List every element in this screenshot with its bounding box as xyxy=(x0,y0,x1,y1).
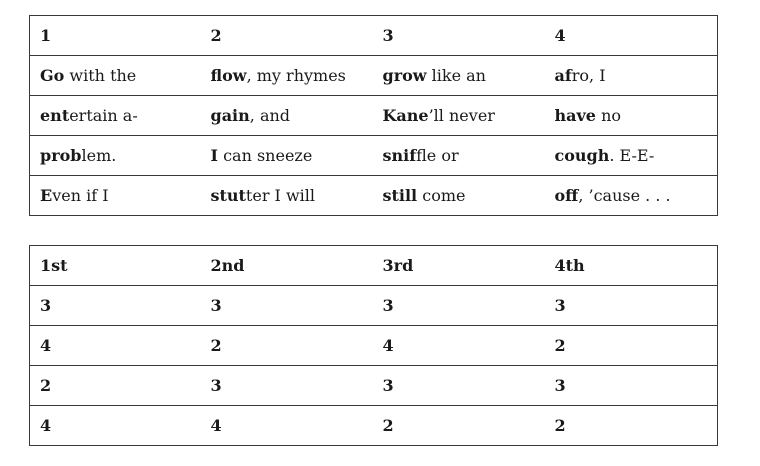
lyrics-header-row xyxy=(30,16,718,56)
count-cell: 2 xyxy=(545,406,718,446)
lyrics-cell xyxy=(201,176,373,216)
unstressed-text: lem. xyxy=(81,146,117,165)
lyrics-cell xyxy=(373,56,545,96)
count-cell: 3 xyxy=(30,286,201,326)
stressed-syllable: have xyxy=(554,106,596,125)
stressed-syllable: I xyxy=(210,146,218,165)
lyrics-cell xyxy=(30,96,201,136)
lyrics-cell xyxy=(30,56,201,96)
stressed-syllable: stut xyxy=(210,186,246,205)
unstressed-text: fle or xyxy=(416,146,459,165)
stressed-syllable: Go xyxy=(40,66,65,85)
counts-header-cell: 4th xyxy=(545,246,718,286)
count-cell: 3 xyxy=(545,286,718,326)
lyrics-cell xyxy=(201,56,373,96)
lyrics-cell xyxy=(30,136,201,176)
unstressed-text: ro, I xyxy=(571,66,606,85)
counts-header-cell: 3rd xyxy=(373,246,545,286)
unstressed-text: , my rhymes xyxy=(246,66,346,85)
lyrics-cell xyxy=(545,56,718,96)
lyrics-cell xyxy=(30,176,201,216)
stressed-syllable: af xyxy=(554,66,572,85)
count-cell: 3 xyxy=(373,286,545,326)
lyrics-cell xyxy=(201,136,373,176)
lyrics-cell xyxy=(201,96,373,136)
lyrics-cell xyxy=(373,96,545,136)
stressed-syllable: still xyxy=(382,186,418,205)
stressed-syllable: cough xyxy=(554,146,610,165)
unstressed-text: ter I will xyxy=(245,186,316,205)
counts-row xyxy=(30,406,718,446)
count-cell: 3 xyxy=(201,286,373,326)
unstressed-text: , ’cause . . . xyxy=(578,186,671,205)
count-cell: 3 xyxy=(373,366,545,406)
count-cell: 2 xyxy=(30,366,201,406)
counts-header-cell: 2nd xyxy=(201,246,373,286)
stressed-syllable: E xyxy=(40,186,53,205)
stressed-syllable: gain xyxy=(210,106,250,125)
lyrics-header-cell: 2 xyxy=(201,16,373,56)
lyrics-cell xyxy=(373,136,545,176)
count-cell: 3 xyxy=(201,366,373,406)
lyrics-cell xyxy=(545,96,718,136)
counts-row xyxy=(30,286,718,326)
count-cell: 2 xyxy=(201,326,373,366)
unstressed-text: . E-E- xyxy=(609,146,655,165)
count-cell: 4 xyxy=(373,326,545,366)
lyrics-table xyxy=(29,15,718,216)
unstressed-text: with the xyxy=(64,66,137,85)
lyrics-header-cell: 3 xyxy=(373,16,545,56)
lyrics-row xyxy=(30,136,718,176)
unstressed-text: ven if I xyxy=(52,186,109,205)
syllable-count-table xyxy=(29,245,718,446)
count-cell: 4 xyxy=(30,326,201,366)
stressed-syllable: ent xyxy=(40,106,70,125)
lyrics-cell xyxy=(545,136,718,176)
unstressed-text: no xyxy=(595,106,622,125)
unstressed-text: , and xyxy=(249,106,291,125)
counts-row xyxy=(30,326,718,366)
counts-row xyxy=(30,366,718,406)
lyrics-header-cell: 4 xyxy=(545,16,718,56)
unstressed-text: ’ll never xyxy=(428,106,495,125)
stressed-syllable: off xyxy=(554,186,579,205)
counts-header-cell: 1st xyxy=(30,246,201,286)
lyrics-row xyxy=(30,96,718,136)
stressed-syllable: prob xyxy=(40,146,82,165)
stressed-syllable: flow xyxy=(210,66,247,85)
stressed-syllable: snif xyxy=(382,146,417,165)
count-cell: 3 xyxy=(545,366,718,406)
stressed-syllable: grow xyxy=(382,66,427,85)
count-cell: 2 xyxy=(373,406,545,446)
lyrics-row xyxy=(30,176,718,216)
unstressed-text: like an xyxy=(426,66,486,85)
lyrics-row xyxy=(30,56,718,96)
unstressed-text: can sneeze xyxy=(217,146,313,165)
count-cell: 4 xyxy=(30,406,201,446)
lyrics-cell xyxy=(373,176,545,216)
count-cell: 2 xyxy=(545,326,718,366)
count-cell: 4 xyxy=(201,406,373,446)
counts-header-row xyxy=(30,246,718,286)
lyrics-header-cell: 1 xyxy=(30,16,201,56)
stressed-syllable: Kane xyxy=(382,106,429,125)
unstressed-text: come xyxy=(417,186,466,205)
unstressed-text: ertain a- xyxy=(69,106,138,125)
lyrics-cell xyxy=(545,176,718,216)
